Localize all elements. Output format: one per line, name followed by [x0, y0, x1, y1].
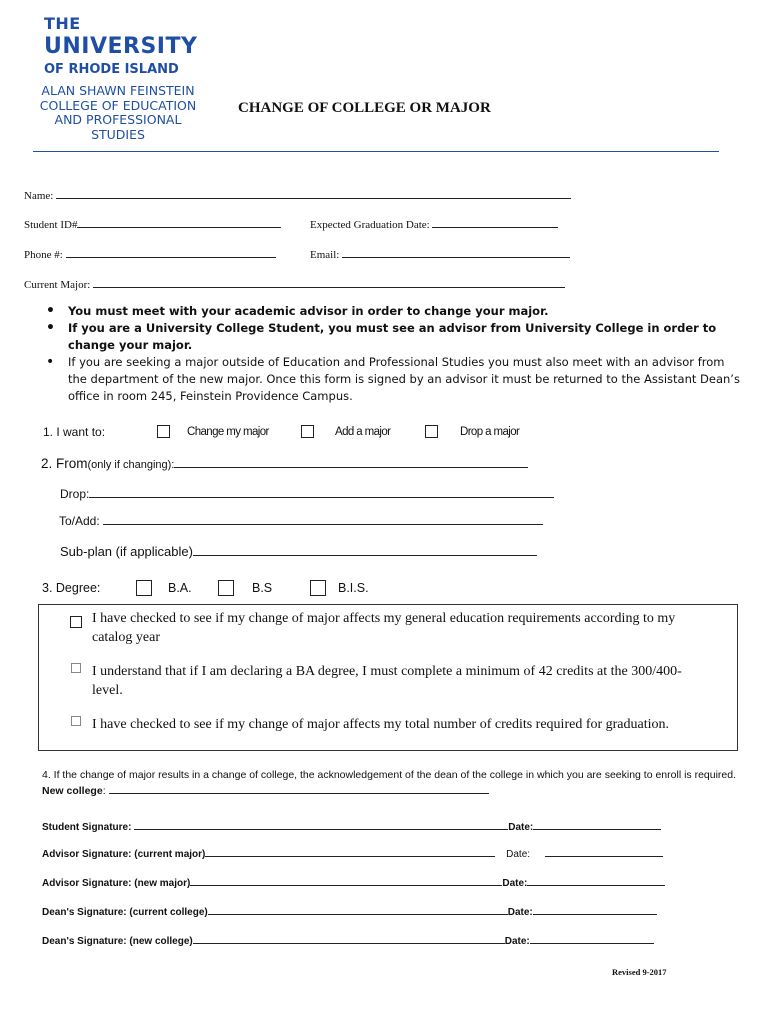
logo-the: THE [44, 14, 81, 33]
name-label: Name: [24, 190, 54, 202]
signature-line[interactable] [205, 847, 495, 857]
signature-label: Dean's Signature: (current college) [42, 907, 208, 918]
instruction-item: • You must meet with your academic advisor in order to change your major. [46, 303, 746, 320]
add-major-checkbox[interactable] [301, 425, 314, 438]
toadd-line[interactable] [103, 515, 543, 525]
drop-line[interactable] [89, 488, 554, 498]
from-field[interactable] [41, 455, 528, 473]
student-id-field[interactable] [24, 218, 281, 231]
grad-date-label: Expected Graduation Date: [310, 219, 430, 231]
signature-label: Dean's Signature: (new college) [42, 936, 193, 947]
date-label: Date: [502, 878, 528, 889]
logo-rhode-island: OF RHODE ISLAND [44, 62, 179, 77]
subplan-field[interactable] [60, 544, 537, 559]
degree-label: 3. Degree: [42, 581, 101, 595]
date-line[interactable] [533, 905, 657, 915]
advisor-new-signature-row[interactable] [42, 876, 665, 889]
signature-label: Advisor Signature: (new major) [42, 878, 191, 889]
from-label: 2. From [41, 456, 88, 471]
signature-line[interactable] [208, 905, 508, 915]
student-id-label: Student ID# [24, 219, 78, 231]
ack-gened-text: I have checked to see if my change of major affects my general education requirements according to my catalog year [92, 611, 676, 645]
email-line[interactable] [342, 248, 570, 258]
from-sublabel: (only if changing): [87, 459, 175, 471]
toadd-field[interactable] [59, 514, 543, 528]
name-field[interactable] [24, 189, 571, 202]
dean-new-signature-row[interactable] [42, 934, 654, 947]
q1-label: 1. I want to: [43, 425, 106, 439]
date-label: Date: [508, 822, 534, 833]
acknowledgement-box [38, 604, 738, 751]
ba-option: B.A. [168, 581, 192, 595]
page-title: CHANGE OF COLLEGE OR MAJOR [238, 100, 491, 116]
instructions-list [46, 303, 746, 405]
subplan-line[interactable] [193, 546, 537, 556]
ack-ba-checkbox[interactable] [71, 663, 81, 673]
ba-checkbox[interactable] [136, 580, 152, 596]
dean-current-signature-row[interactable] [42, 905, 657, 918]
bis-option: B.I.S. [338, 581, 369, 595]
new-college-colon: : [102, 785, 106, 797]
current-major-field[interactable] [24, 278, 565, 291]
drop-major-option: Drop a major [460, 426, 520, 438]
drop-label: Drop: [60, 487, 90, 501]
logo-university: UNIVERSITY [44, 34, 198, 59]
q4-paragraph [42, 767, 742, 799]
date-line[interactable] [545, 847, 663, 857]
instruction-item: • If you are a University College Student, you must see an advisor from University College in order to change your major. [46, 320, 746, 354]
new-college-line[interactable] [109, 784, 489, 794]
ack-credits-checkbox[interactable] [71, 716, 81, 726]
from-line[interactable] [174, 458, 528, 468]
drop-field[interactable] [60, 487, 554, 501]
add-major-option: Add a major [335, 426, 391, 438]
logo-college-name: ALAN SHAWN FEINSTEIN COLLEGE OF EDUCATION AND PROFESSIONAL STUDIES [39, 83, 197, 142]
phone-line[interactable] [66, 248, 276, 258]
instruction-item: • If you are seeking a major outside of Education and Professional Studies you must also meet with an advisor from the department of the new major. Once this form is signed by an advisor it must be returned to the Assistant Dean’s office in room 245, Feinstein Providence Campus. [46, 354, 746, 405]
advisor-current-signature-row[interactable] [42, 847, 663, 860]
phone-field[interactable] [24, 248, 276, 261]
ack-ba-text: I understand that if I am declaring a BA degree, I must complete a minimum of 42 credits at the 300/400-level. [92, 664, 682, 698]
name-line[interactable] [56, 189, 571, 199]
signature-line[interactable] [190, 876, 502, 886]
ack-credits-text: I have checked to see if my change of major affects my total number of credits required for graduation. [92, 717, 670, 732]
grad-date-field[interactable] [310, 218, 558, 231]
bs-option: B.S [252, 581, 273, 595]
phone-label: Phone #: [24, 249, 63, 261]
student-id-line[interactable] [77, 218, 281, 228]
student-signature-row[interactable] [42, 820, 661, 833]
signature-line[interactable] [193, 934, 505, 944]
change-major-option: Change my major [187, 426, 269, 438]
email-field[interactable] [310, 248, 570, 261]
grad-date-line[interactable] [432, 218, 558, 228]
current-major-line[interactable] [93, 278, 565, 288]
bs-checkbox[interactable] [218, 580, 234, 596]
q4-text: 4. If the change of major results in a change of college, the acknowledgement of the dean of the college in which you are seeking to enroll is required. [42, 769, 737, 781]
date-label: Date: [507, 907, 533, 918]
date-label: Date: [504, 936, 530, 947]
header-divider [33, 151, 719, 152]
signature-line[interactable] [134, 820, 508, 830]
email-label: Email: [310, 249, 340, 261]
date-line[interactable] [527, 876, 665, 886]
drop-major-checkbox[interactable] [425, 425, 438, 438]
bis-checkbox[interactable] [310, 580, 326, 596]
toadd-label: To/Add: [59, 514, 100, 528]
new-college-label: New college [42, 785, 103, 797]
current-major-label: Current Major: [24, 279, 91, 291]
ack-gened-checkbox[interactable] [70, 616, 82, 628]
date-line[interactable] [533, 820, 661, 830]
change-major-checkbox[interactable] [157, 425, 170, 438]
subplan-label: Sub-plan (if applicable) [60, 544, 193, 559]
revision-note: Revised 9-2017 [612, 967, 667, 977]
signature-label: Advisor Signature: (current major) [42, 849, 206, 860]
date-label: Date: [506, 849, 531, 860]
date-line[interactable] [530, 934, 654, 944]
signature-label: Student Signature: [42, 822, 132, 833]
